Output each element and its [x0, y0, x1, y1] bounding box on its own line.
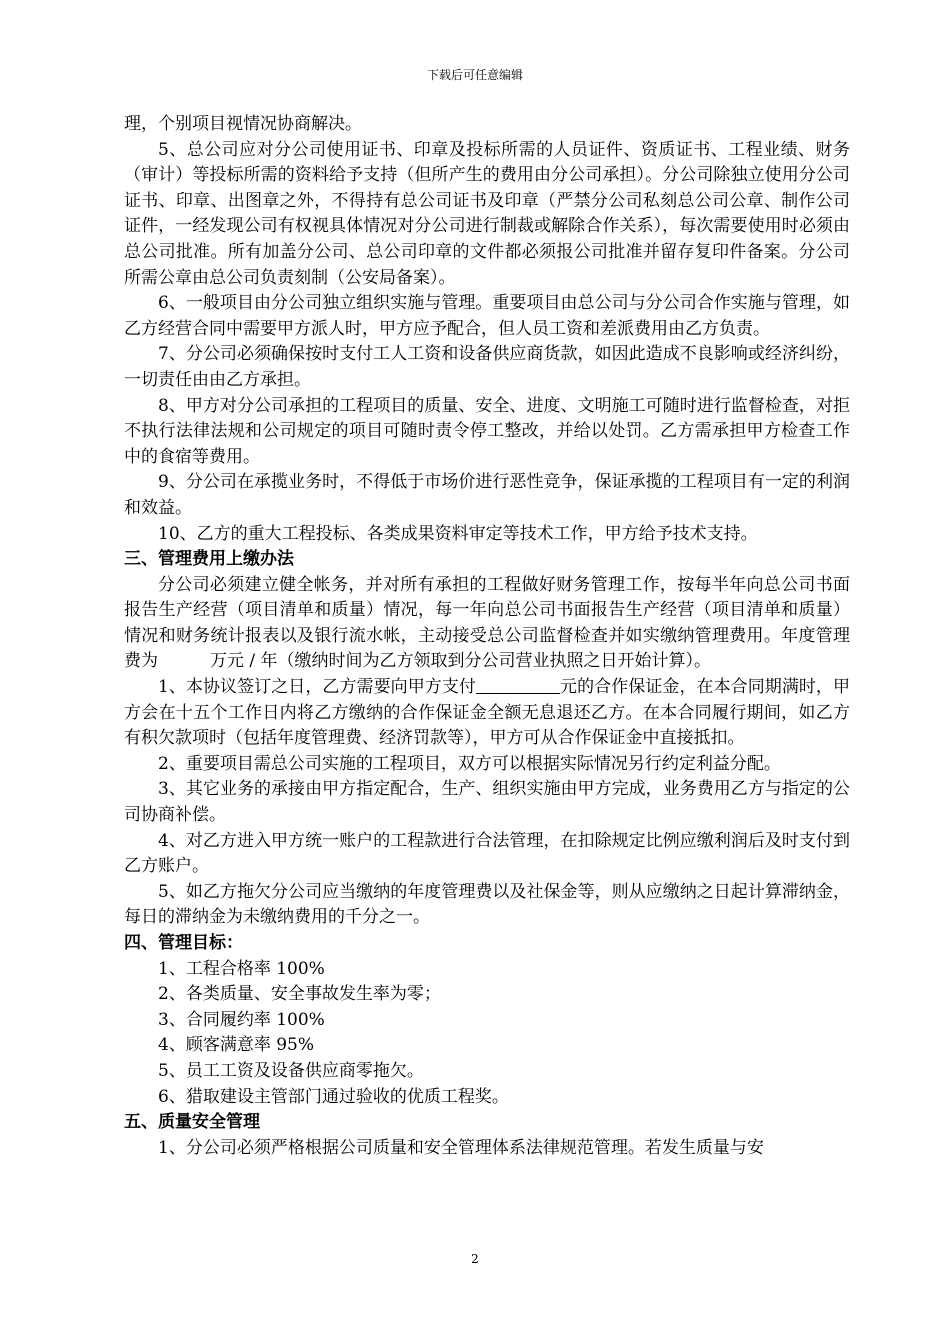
fee-paragraph — [124, 573, 850, 675]
deposit-text-a: 1、本协议签订之日，乙方需要向甲方支付 — [158, 677, 476, 698]
fee-clause-5: 5、如乙方拖欠分公司应当缴纳的年度管理费以及社保金等，则从应缴纳之日起计算滞纳金，每日的滞纳金为未缴纳费用的千分之一。 — [124, 881, 850, 928]
fee-text-a: 分公司必须建立健全帐务，并对所有承担的工程做好财务管理工作，按每半年向总公司书面报告生产经营（项目清单和质量）情况，每一年向总公司书面报告生产经营（项目清单和质量）情况和财务统计报表以及银行流水帐，主动接受总公司监督检查并如实缴纳管理费用。年度管理费为 — [124, 574, 850, 672]
goal-item: 1、工程合格率 100% — [158, 958, 325, 979]
clause-5: 5、总公司应对分公司使用证书、印章及投标所需的人员证件、资质证书、工程业绩、财务（审计）等投标所需的资料给予支持（但所产生的费用由分公司承担）。分公司除独立使用分公司证书、印章、出图章之外，不得持有总公司证书及印章（严禁分公司私刻总公司公章、制作公司证件，一经发现公司有权视具体情况对分公司进行制裁或解除合作关系），每次需要使用时必须由总公司批准。所有加盖分公司、总公司印章的文件都必须报公司批准并留存复印件备案。分公司所需公章由总公司负责刻制（公安局备案）。 — [124, 139, 850, 288]
section-heading-3: 三、管理费用上缴办法 — [124, 549, 294, 570]
clause-10: 10、乙方的重大工程投标、各类成果资料审定等技术工作，甲方给予技术支持。 — [158, 523, 758, 544]
document-body — [124, 112, 850, 1161]
goal-item: 2、各类质量、安全事故发生率为零； — [158, 984, 441, 1005]
deposit-amount-blank — [476, 675, 560, 694]
goal-item: 6、猎取建设主管部门通过验收的优质工程奖。 — [158, 1086, 509, 1107]
fee-text-b: 万元 / 年（缴纳时间为乙方领取到分公司营业执照之日开始计算）。 — [210, 651, 712, 672]
clause-6: 6、一般项目由分公司独立组织实施与管理。重要项目由总公司与分公司合作实施与管理，如乙方经营合同中需要甲方派人时，甲方应予配合，但人员工资和差派费用由乙方负责。 — [124, 293, 850, 339]
clause-7: 7、分公司必须确保按时支付工人工资和设备供应商货款，如因此造成不良影响或经济纠纷，一切责任由由乙方承担。 — [124, 344, 850, 390]
deposit-text-b: 元的合作保证金，在本合同期满时，甲方会在十五个工作日内将乙方缴纳的合作保证金全额无息退还乙方。在本合同履行期间，如乙方有积欠款项时（包括年度管理费、经济罚款等），甲方可从合作保证金中直接抵扣。 — [124, 677, 850, 749]
fee-clause-4: 4、对乙方进入甲方统一账户的工程款进行合法管理，在扣除规定比例应缴利润后及时支付到乙方账户。 — [124, 830, 850, 877]
clause-9: 9、分公司在承揽业务时，不得低于市场价进行恶性竞争，保证承揽的工程项目有一定的利润和效益。 — [124, 472, 850, 518]
clause-8: 8、甲方对分公司承担的工程项目的质量、安全、进度、文明施工可随时进行监督检查，对拒不执行法律法规和公司规定的项目可随时责令停工整改，并给以处罚。乙方需承担甲方检查工作中的食宿等费用。 — [124, 395, 850, 467]
fee-clause-2: 2、重要项目需总公司实施的工程项目，双方可以根据实际情况另行约定利益分配。 — [158, 753, 781, 774]
section-heading-5: 五、质量安全管理 — [124, 1112, 260, 1133]
fee-clause-3: 3、其它业务的承接由甲方指定配合，生产、组织实施由甲方完成，业务费用乙方与指定的公司协商补偿。 — [124, 779, 850, 826]
section-heading-4: 四、管理目标： — [124, 933, 243, 953]
goal-item: 5、员工工资及设备供应商零拖欠。 — [158, 1060, 424, 1081]
page-number: 2 — [471, 1252, 479, 1266]
goal-item: 3、合同履约率 100% — [158, 1009, 325, 1030]
paragraph: 理，个别项目视情况协商解决。 — [124, 114, 362, 134]
quality-clause-1: 1、分公司必须严格根据公司质量和安全管理体系法律规范管理。若发生质量与安 — [158, 1137, 764, 1158]
goal-item: 4、顾客满意率 95% — [158, 1035, 315, 1056]
deposit-paragraph — [124, 675, 850, 752]
page-header: 下载后可任意编辑 — [426, 68, 523, 82]
